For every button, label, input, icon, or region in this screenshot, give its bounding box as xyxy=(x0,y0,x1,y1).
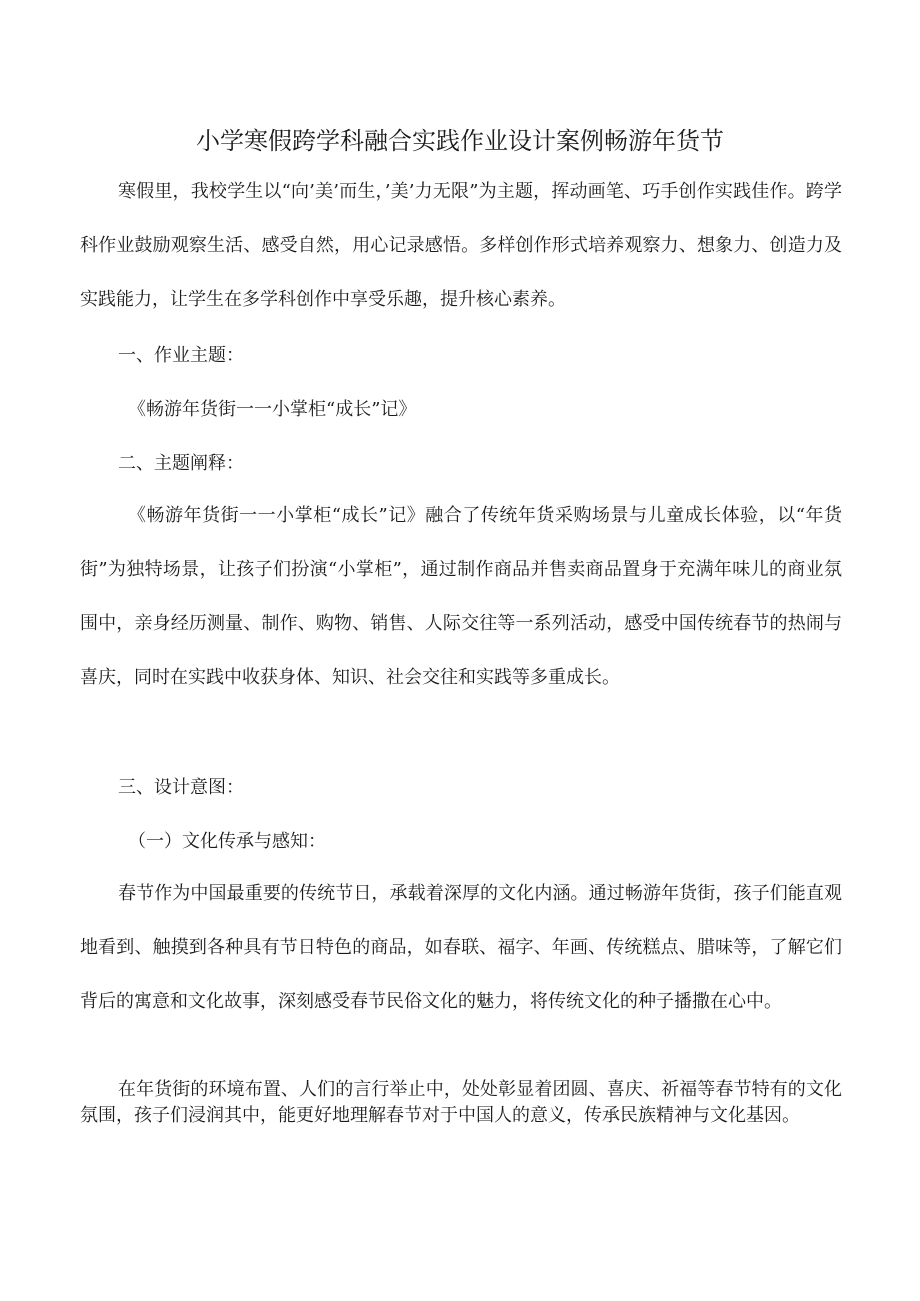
culture-paragraph-2: 在年货街的环境布置、人们的言行举止中，处处彰显着团圆、喜庆、祈福等春节特有的文化氛围，孩子们浸润其中，能更好地理解春节对于中国人的意义，传承民族精神与文化基因。 xyxy=(80,1079,842,1126)
section-heading-intent: 三、设计意图： xyxy=(118,777,244,798)
section-heading-theme: 一、作业主题： xyxy=(118,345,244,366)
document-title: 小学寒假跨学科融合实践作业设计案例畅游年货节 xyxy=(196,127,724,155)
culture-paragraph-1: 春节作为中国最重要的传统节日，承载着深厚的文化内涵。通过畅游年货街，孩子们能直观地看到、触摸到各种具有节日特色的商品，如春联、福字、年画、传统糕点、腊味等，了解它们背后的寓意和文化故事，深刻感受春节民俗文化的魅力，将传统文化的种子播撒在心中。 xyxy=(80,883,842,1012)
explanation-paragraph: 《畅游年货街一一小掌柜“成长”记》融合了传统年货采购场景与儿童成长体验，以“年货街”为独特场景，让孩子们扮演“小掌柜”，通过制作商品并售卖商品置身于充满年味儿的商业氛围中，亲身经历测量、制作、购物、销售、人际交往等一系列活动，感受中国传统春节的热闹与喜庆，同时在实践中收获身体、知识、社会交往和实践等多重成长。 xyxy=(80,505,842,688)
section-heading-explanation: 二、主题阐释： xyxy=(118,453,244,474)
theme-title: 《畅游年货街一一小掌柜“成长”记》 xyxy=(128,399,417,420)
intro-paragraph: 寒假里，我校学生以“向’美’而生，’美’力无限”为主题，挥动画笔、巧手创作实践佳作。跨学科作业鼓励观察生活、感受自然，用心记录感悟。多样创作形式培养观察力、想象力、创造力及实践能力，让学生在多学科创作中享受乐趣，提升核心素养。 xyxy=(80,181,842,310)
subsection-heading-culture: （一）文化传承与感知： xyxy=(128,831,326,852)
